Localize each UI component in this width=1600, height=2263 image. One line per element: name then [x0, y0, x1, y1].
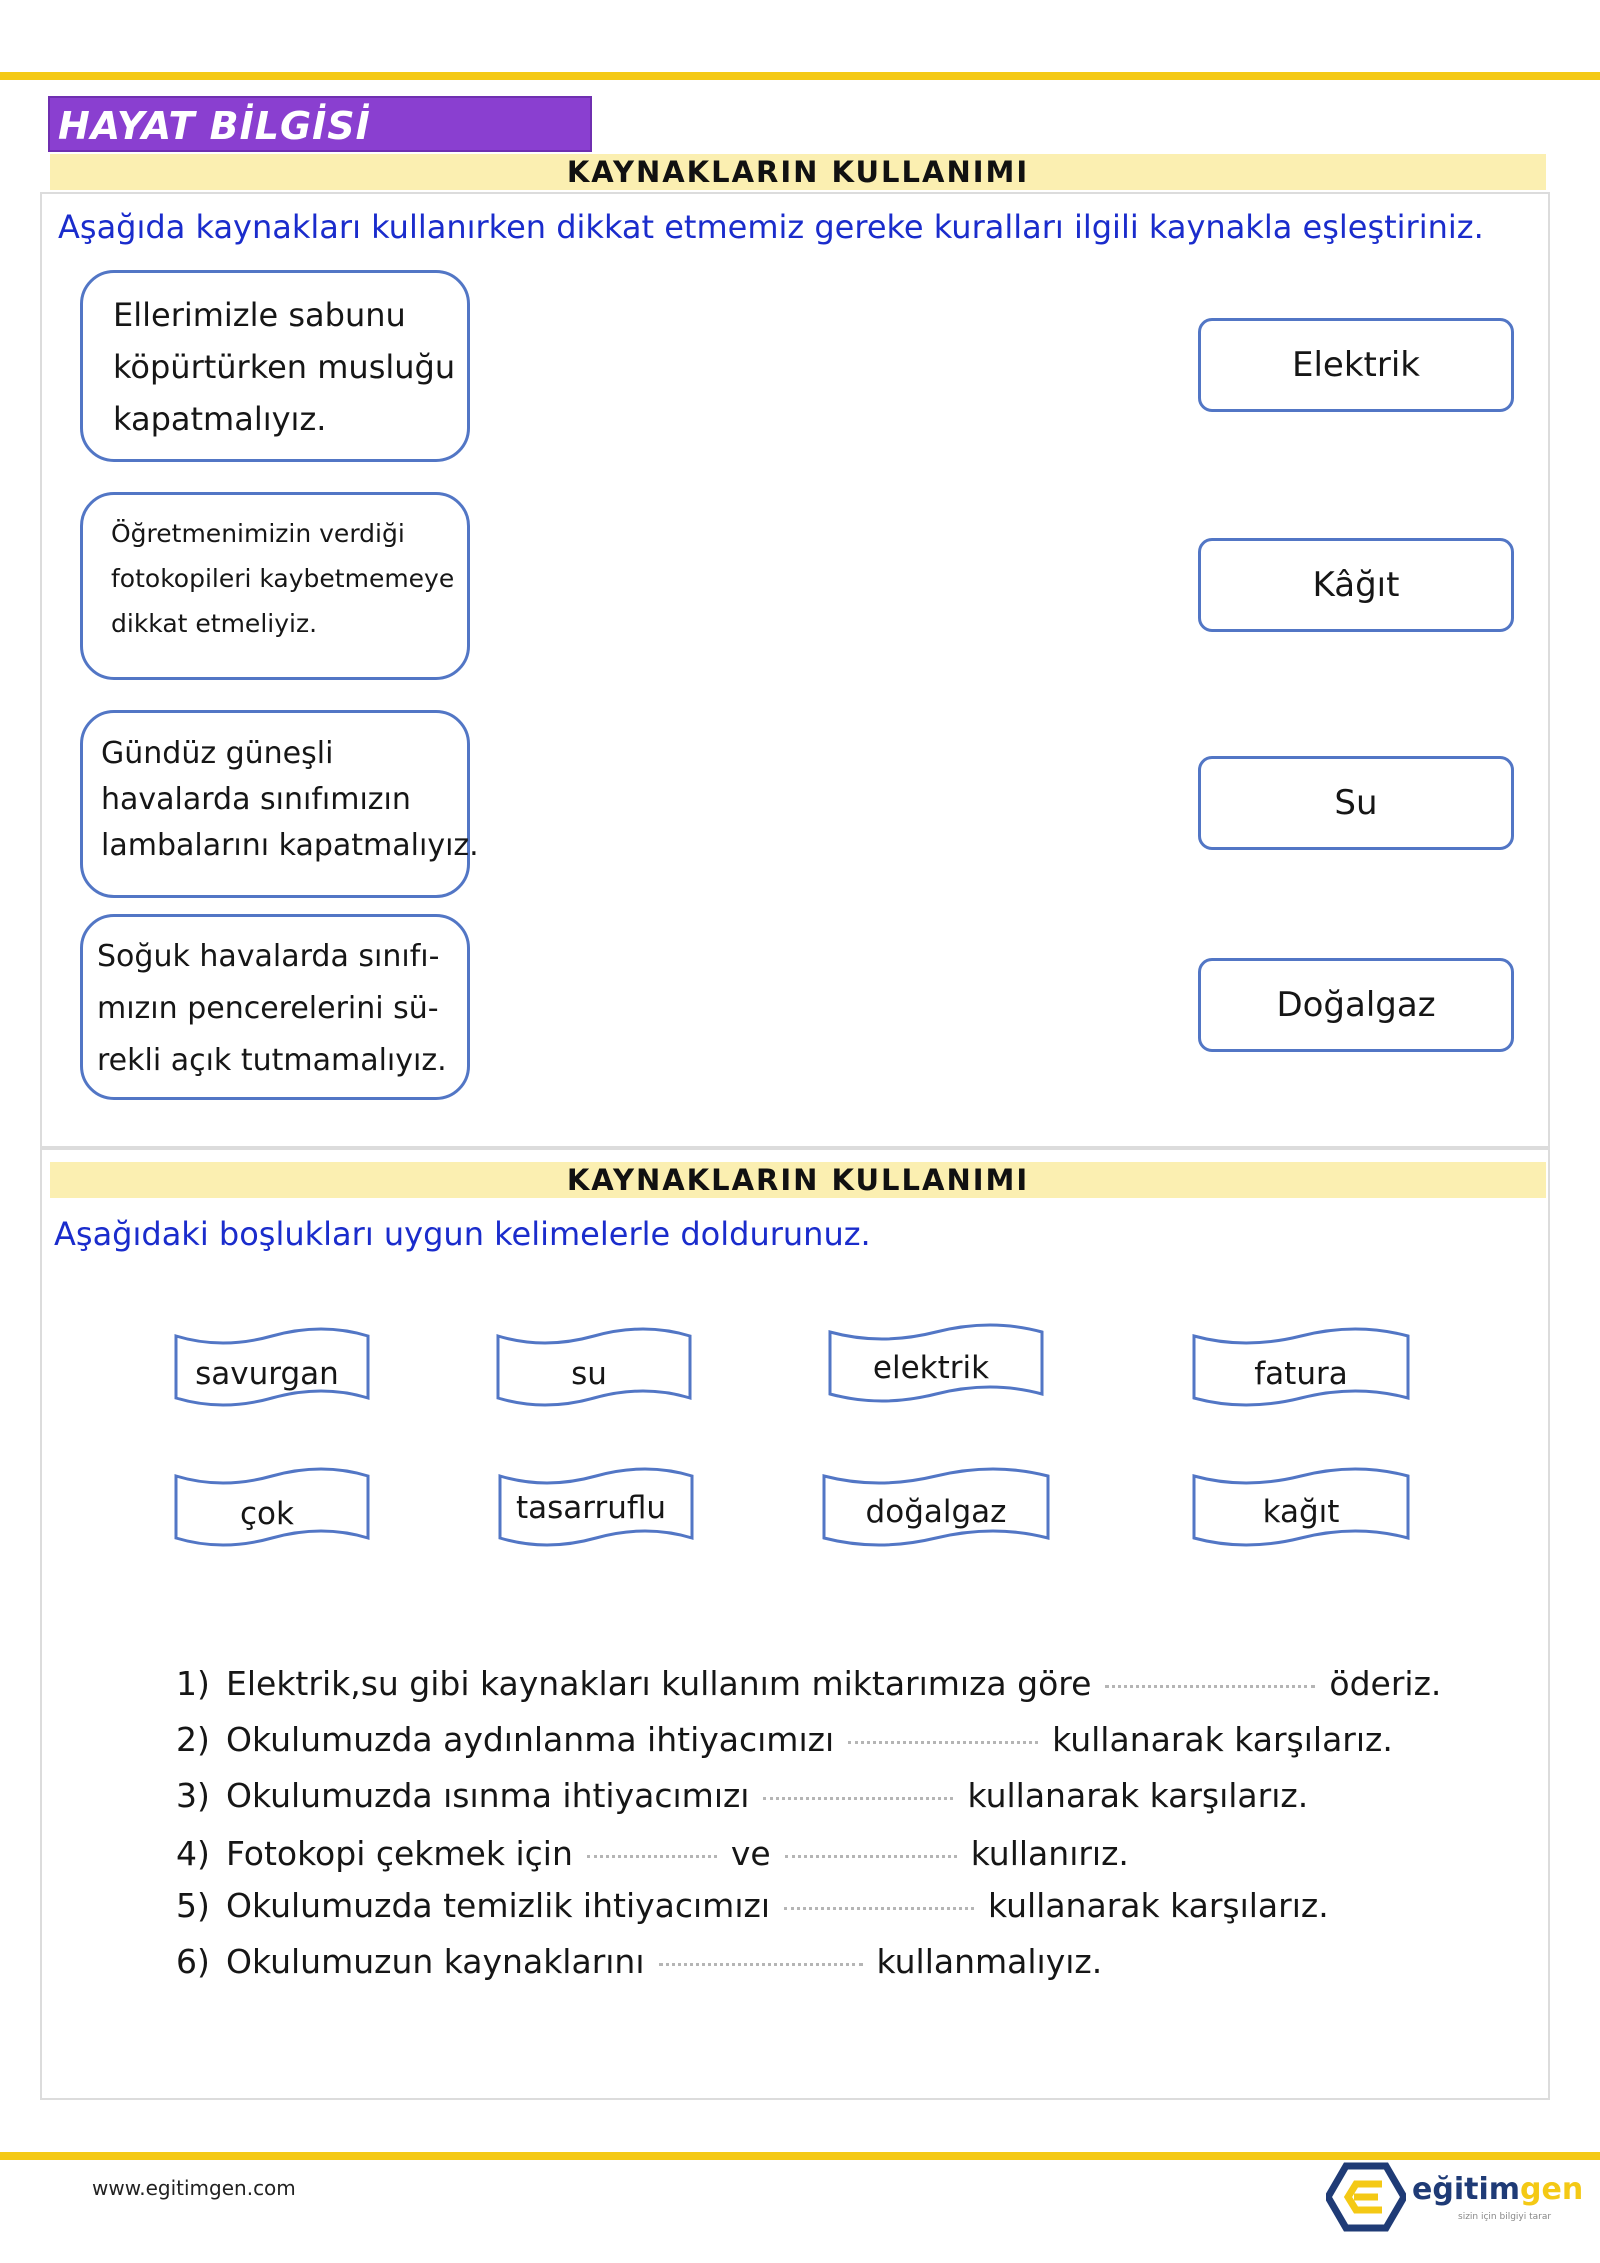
section1-instruction: Aşağıda kaynakları kullanırken dikkat etmemiz gereke kuralları ilgili kaynakla eşleştiriniz. — [58, 208, 1484, 246]
sentence-4 — [176, 1834, 1129, 1873]
sentence-5-after: kullanarak karşılarız. — [987, 1886, 1329, 1925]
sentence-1 — [176, 1664, 1441, 1703]
sentence-5-before: Okulumuzda temizlik ihtiyacımızı — [226, 1886, 770, 1925]
sentence-1-before: Elektrik,su gibi kaynakları kullanım miktarımıza göre — [226, 1664, 1092, 1703]
sentence-6 — [176, 1942, 1102, 1981]
rule-4-line-2: mızın pencerelerini sü- — [97, 991, 439, 1026]
logo-tagline: sizin için bilgiyi tarar — [1458, 2212, 1552, 2222]
sentence-2 — [176, 1720, 1393, 1759]
word-su: su — [571, 1356, 607, 1392]
rule-box-2[interactable] — [80, 492, 470, 680]
subject-tag — [48, 96, 592, 152]
word-kagit: kağıt — [1262, 1494, 1340, 1530]
blank-4b[interactable] — [785, 1854, 957, 1858]
word-fatura: fatura — [1254, 1356, 1348, 1392]
rule-1-line-1: Ellerimizle sabunu — [113, 296, 406, 334]
bottom-accent-bar — [0, 2152, 1600, 2160]
blank-1[interactable] — [1105, 1684, 1315, 1688]
resource-natural-gas[interactable]: Doğalgaz — [1198, 958, 1514, 1052]
sentence-3 — [176, 1776, 1308, 1815]
sentence-6-number: 6) — [176, 1942, 210, 1981]
word-card-tasarruflu[interactable] — [496, 1456, 696, 1566]
rule-1-line-2: köpürtürken musluğu — [113, 348, 456, 386]
top-accent-bar — [0, 72, 1600, 80]
resource-water[interactable]: Su — [1198, 756, 1514, 850]
rule-3-line-3: lambalarını kapatmalıyız. — [101, 828, 479, 863]
blank-6[interactable] — [659, 1962, 863, 1966]
word-tasarruflu: tasarruflu — [515, 1490, 667, 1526]
rule-2-line-1: Öğretmenimizin verdiği — [111, 519, 405, 548]
sentence-2-number: 2) — [176, 1720, 210, 1759]
word-cok: çok — [240, 1496, 294, 1532]
word-elektrik: elektrik — [872, 1350, 990, 1386]
sentence-4-number: 4) — [176, 1834, 210, 1873]
logo-wordmark — [1412, 2172, 1583, 2207]
sentence-6-after: kullanmalıyız. — [876, 1942, 1103, 1981]
sentence-4-middle: ve — [730, 1834, 771, 1873]
word-card-kagit[interactable] — [1190, 1456, 1412, 1566]
word-savurgan: savurgan — [195, 1356, 339, 1392]
blank-4a[interactable] — [587, 1854, 717, 1858]
word-dogalgaz: doğalgaz — [865, 1494, 1007, 1530]
blank-2[interactable] — [848, 1740, 1038, 1744]
rule-2-line-3: dikkat etmeliyiz. — [111, 609, 318, 638]
rule-box-4[interactable] — [80, 914, 470, 1100]
sentence-4-before: Fotokopi çekmek için — [226, 1834, 573, 1873]
sentence-5-number: 5) — [176, 1886, 210, 1925]
rule-box-1[interactable] — [80, 270, 470, 462]
sentence-3-before: Okulumuzda ısınma ihtiyacımızı — [226, 1776, 750, 1815]
sentence-2-before: Okulumuzda aydınlanma ihtiyacımızı — [226, 1720, 835, 1759]
sentence-1-after: öderiz. — [1329, 1664, 1442, 1703]
subject-label: HAYAT BİLGİSİ — [58, 104, 371, 148]
word-card-fatura[interactable] — [1190, 1316, 1412, 1426]
sentence-3-after: kullanarak karşılarız. — [967, 1776, 1309, 1815]
rule-4-line-1: Soğuk havalarda sınıfı- — [97, 939, 440, 974]
rule-2-line-2: fotokopileri kaybetmemeye — [111, 564, 455, 593]
resource-paper[interactable]: Kâğıt — [1198, 538, 1514, 632]
sentence-5 — [176, 1886, 1329, 1925]
rule-1-line-3: kapatmalıyız. — [113, 400, 327, 438]
section2-title: KAYNAKLARIN KULLANIMI — [50, 1162, 1546, 1198]
sentence-2-after: kullanarak karşılarız. — [1052, 1720, 1393, 1759]
word-card-savurgan[interactable] — [172, 1316, 372, 1426]
sentence-6-before: Okulumuzun kaynaklarını — [226, 1942, 645, 1981]
word-card-cok[interactable] — [172, 1456, 372, 1566]
rule-3-line-1: Gündüz güneşli — [101, 736, 334, 771]
website-link[interactable]: www.egitimgen.com — [92, 2176, 296, 2200]
rule-3-line-2: havalarda sınıfımızın — [101, 782, 411, 817]
hexagon-e-icon — [1326, 2160, 1406, 2234]
sentence-3-number: 3) — [176, 1776, 210, 1815]
section2-instruction: Aşağıdaki boşlukları uygun kelimelerle doldurunuz. — [54, 1215, 871, 1253]
sentence-1-number: 1) — [176, 1664, 210, 1703]
logo-main-text: eğitim — [1412, 2172, 1520, 2207]
blank-5[interactable] — [784, 1906, 974, 1910]
word-card-dogalgaz[interactable] — [820, 1456, 1052, 1566]
sentence-4-after: kullanırız. — [970, 1834, 1129, 1873]
blank-3[interactable] — [763, 1796, 953, 1800]
rule-box-3[interactable] — [80, 710, 479, 898]
logo-accent-text: gen — [1520, 2172, 1584, 2207]
section1-title: KAYNAKLARIN KULLANIMI — [50, 154, 1546, 190]
word-card-su[interactable] — [494, 1316, 694, 1426]
word-card-elektrik[interactable] — [826, 1312, 1046, 1422]
rule-4-line-3: rekli açık tutmamalıyız. — [97, 1043, 447, 1078]
resource-electricity[interactable]: Elektrik — [1198, 318, 1514, 412]
